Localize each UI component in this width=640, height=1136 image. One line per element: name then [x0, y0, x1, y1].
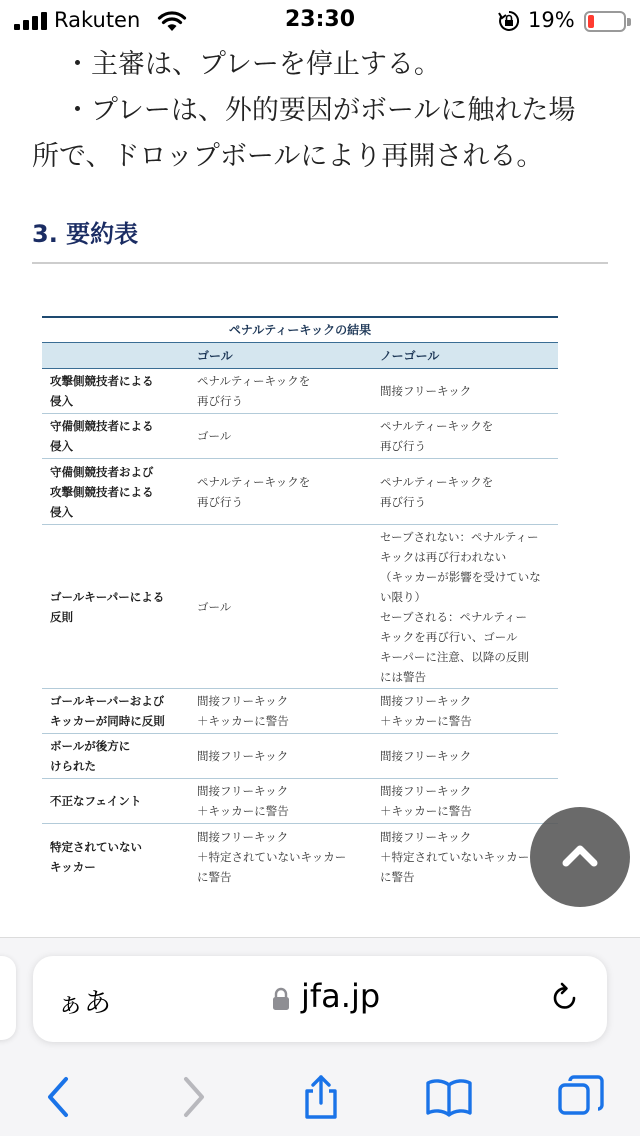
table-row: [42, 689, 558, 734]
table-row: [42, 525, 558, 689]
goal-cell: ゴール: [197, 599, 232, 614]
lock-icon: [271, 986, 291, 1012]
carrier-name: Rakuten: [54, 8, 141, 32]
article-line: ・プレーは、外的要因がボールに触れた場: [64, 95, 576, 126]
page-settings-button[interactable]: ぁあ: [57, 988, 111, 1019]
no-goal-cell: ＋キッカーに警告: [380, 714, 472, 728]
goal-cell: に警告: [197, 870, 232, 884]
table-title: ペナルティーキックの結果: [228, 323, 372, 337]
row-label: キッカーが同時に反則: [50, 714, 165, 728]
header-cell-goal: ゴール: [197, 348, 233, 363]
no-goal-cell: キーパーに注意、以降の反則: [380, 649, 529, 664]
no-goal-cell: ペナルティーキックを: [380, 419, 494, 433]
goal-cell: 再び行う: [197, 494, 243, 509]
chevron-up-icon: [560, 839, 600, 873]
table-row: [42, 369, 558, 414]
no-goal-cell: ペナルティーキックを: [380, 474, 494, 489]
row-label: ボールが後方に: [50, 739, 131, 753]
bookmarks-icon[interactable]: [424, 1075, 474, 1119]
table-row: [42, 779, 558, 824]
goal-cell: 間接フリーキック: [197, 749, 289, 763]
no-goal-cell: 間接フリーキック: [380, 694, 472, 708]
table-header-row: [42, 342, 558, 369]
scroll-to-top-button[interactable]: [530, 807, 630, 907]
no-goal-cell: 間接フリーキック: [380, 384, 472, 398]
back-icon[interactable]: [34, 1075, 84, 1119]
status-bar: [0, 0, 640, 42]
clock: 23:30: [284, 7, 356, 32]
heading-divider: [32, 262, 608, 264]
row-label: キッカー: [50, 860, 96, 874]
goal-cell: 間接フリーキック: [197, 784, 289, 798]
no-goal-cell: い限り）: [380, 589, 426, 604]
table-row: [42, 824, 558, 890]
table-row: [42, 414, 558, 459]
goal-cell: 間接フリーキック: [197, 694, 289, 708]
no-goal-cell: ＋特定されていないキッカー: [380, 850, 530, 864]
no-goal-cell: ＋キッカーに警告: [380, 804, 472, 818]
goal-cell: ペナルティーキックを: [197, 474, 311, 489]
tabs-icon[interactable]: [556, 1075, 606, 1119]
row-label: 侵入: [50, 394, 73, 408]
orientation-lock-icon: [498, 10, 520, 32]
row-label: 反則: [50, 609, 73, 624]
goal-cell: ＋キッカーに警告: [197, 714, 289, 728]
url-domain[interactable]: jfa.jp: [301, 977, 381, 1015]
no-goal-cell: 間接フリーキック: [380, 830, 472, 844]
row-label: 侵入: [50, 504, 73, 519]
row-label: 攻撃側競技者による: [50, 374, 154, 388]
no-goal-cell: 再び行う: [380, 439, 426, 453]
goal-cell: 再び行う: [197, 394, 243, 408]
no-goal-cell: セーブされる：ペナルティー: [380, 609, 527, 624]
article-line: ・主審は、プレーを停止する。: [64, 49, 441, 80]
row-label: 不正なフェイント: [50, 794, 142, 808]
row-label: ゴールキーパーによる: [50, 589, 165, 604]
previous-tab-peek[interactable]: [0, 956, 16, 1040]
battery-level-fill: [588, 15, 594, 28]
article-line: 所で、ドロップボールにより再開される。: [32, 141, 544, 172]
row-label: けられた: [50, 759, 96, 773]
row-label: 侵入: [50, 439, 73, 453]
no-goal-cell: には警告: [380, 669, 426, 684]
goal-cell: 間接フリーキック: [197, 830, 289, 844]
row-label: 守備側競技者および: [50, 464, 154, 479]
table-row: [42, 734, 558, 779]
battery-icon: [584, 11, 626, 32]
row-label: 特定されていない: [50, 840, 142, 854]
goal-cell: ペナルティーキックを: [197, 374, 311, 388]
no-goal-cell: 間接フリーキック: [380, 749, 472, 763]
no-goal-cell: キックを再び行い、ゴール: [380, 629, 518, 644]
section-heading: 3. 要約表: [32, 220, 139, 248]
browser-chrome: [0, 937, 640, 1136]
goal-cell: ＋キッカーに警告: [197, 804, 289, 818]
no-goal-cell: 再び行う: [380, 494, 426, 509]
no-goal-cell: （キッカーが影響を受けていな: [380, 569, 541, 584]
penalty-kick-summary-table: [42, 316, 558, 890]
goal-cell: ＋特定されていないキッカー: [197, 850, 347, 864]
no-goal-cell: 間接フリーキック: [380, 784, 472, 798]
row-label: 攻撃側競技者による: [50, 484, 154, 499]
header-cell-no-goal: ノーゴール: [380, 348, 440, 363]
row-label: ゴールキーパーおよび: [50, 694, 165, 708]
no-goal-cell: キックは再び行われない: [380, 549, 507, 564]
forward-icon[interactable]: [168, 1075, 218, 1119]
address-bar[interactable]: [33, 956, 607, 1042]
row-label: 守備側競技者による: [50, 419, 154, 433]
battery-percentage: 19%: [528, 8, 575, 32]
reload-icon[interactable]: [549, 982, 581, 1014]
table-row: [42, 459, 558, 525]
goal-cell: ゴール: [197, 429, 232, 443]
share-icon[interactable]: [296, 1075, 346, 1119]
no-goal-cell: セーブされない：ペナルティー: [380, 529, 539, 544]
no-goal-cell: に警告: [380, 870, 415, 884]
